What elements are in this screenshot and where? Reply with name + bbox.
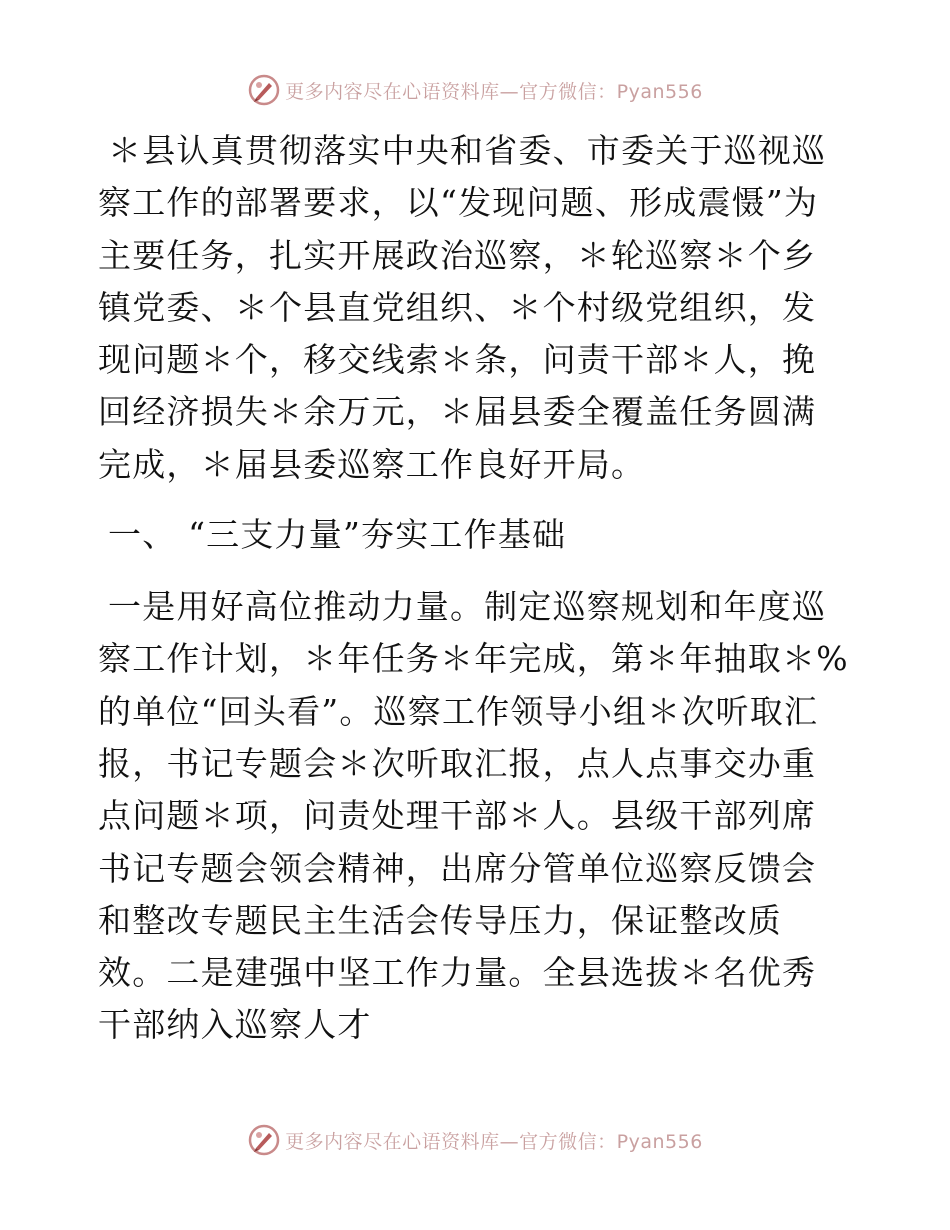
watermark-text: 更多内容尽在心语资料库—官方微信：Pyan556 xyxy=(285,80,703,103)
watermark-header xyxy=(0,70,950,110)
body-paragraph: 一是用好高位推动力量。制定巡察规划和年度巡察工作计划，＊年任务＊年完成，第＊年抽取＊%的单位“回头看”。巡察工作领导小组＊次听取汇报，书记专题会＊次听取汇报，点人点事交办重点问题＊项，问责处理干部＊人。县级干部列席书记专题会领会精神，出席分管单位巡察反馈会和整改专题民主生活会传导压力，保证整改质效。二是建强中坚工作力量。全县选拔＊名优秀干部纳入巡察人才 xyxy=(98,587,849,1045)
watermark-footer xyxy=(0,1120,950,1160)
pen-logo-icon xyxy=(247,73,281,107)
watermark-text: 更多内容尽在心语资料库—官方微信：Pyan556 xyxy=(285,1130,703,1153)
document-body xyxy=(98,125,850,1052)
intro-paragraph: ＊县认真贯彻落实中央和省委、市委关于巡视巡察工作的部署要求，以“发现问题、形成震慑”为主要任务，扎实开展政治巡察，＊轮巡察＊个乡镇党委、＊个县直党组织、＊个村级党组织，发现问题＊个，移交线索＊条，问责干部＊人，挽回经济损失＊余万元，＊届县委全覆盖任务圆满完成，＊届县委巡察工作良好开局。 xyxy=(98,131,827,484)
pen-logo-icon xyxy=(247,1123,281,1157)
section-heading: 一、 “三支力量”夯实工作基础 xyxy=(108,515,567,555)
